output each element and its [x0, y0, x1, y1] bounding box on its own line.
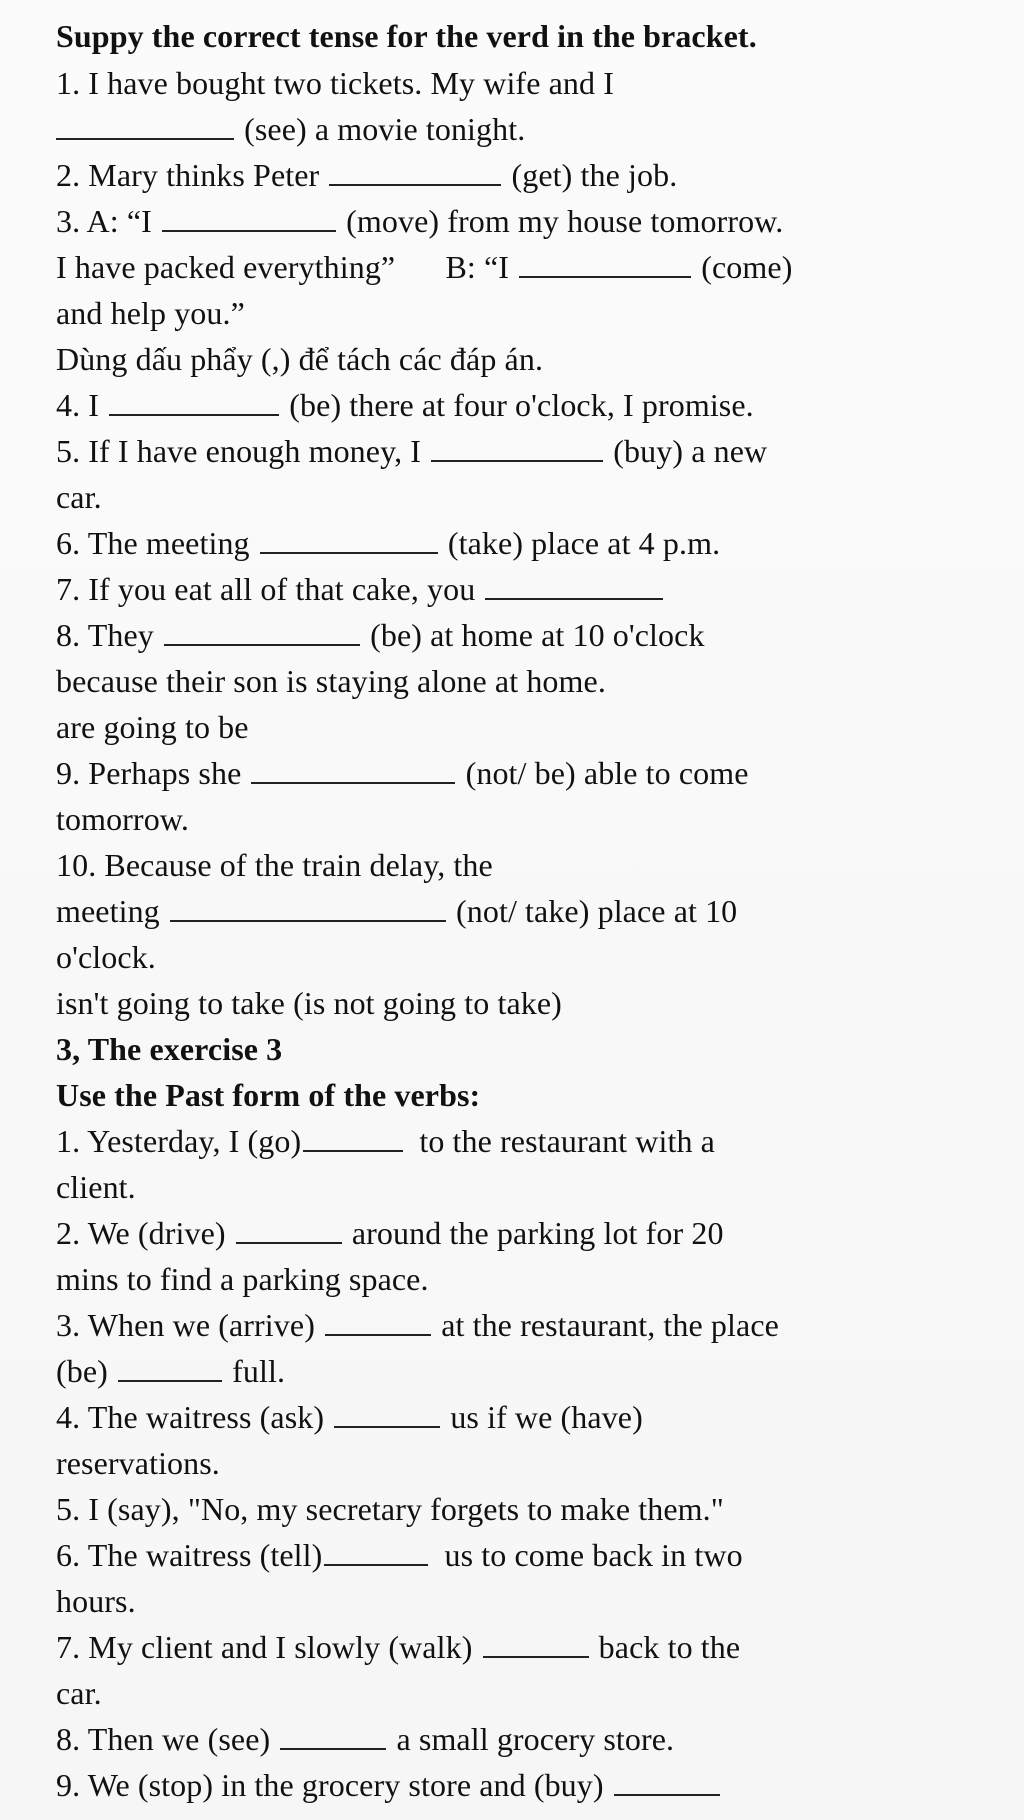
exercise-3-item-7-line-2: car. [56, 1675, 102, 1711]
exercise-3-item-7-line-1: 7. My client and I slowly (walk) back to the [56, 1629, 741, 1665]
answer-blank[interactable] [485, 572, 663, 600]
instruction-text: Dùng dấu phẩy (,) để tách các đáp án. [56, 341, 544, 377]
question-10-line-3: o'clock. [56, 939, 156, 975]
answer-blank[interactable] [164, 618, 360, 646]
question-7: 7. If you eat all of that cake, you [56, 569, 665, 609]
exercise-3-heading: 3, The exercise 3 [56, 1031, 283, 1067]
answer-blank[interactable] [614, 1768, 720, 1796]
answer-blank[interactable] [325, 1308, 431, 1336]
exercise-3-item-1-line-1: 1. Yesterday, I (go) to the restaurant with a [56, 1123, 715, 1159]
exercise-3-item-8: 8. Then we (see) a small grocery store. [56, 1721, 675, 1757]
question-8-line-2: because their son is staying alone at home. [56, 663, 606, 699]
answer-blank[interactable] [170, 894, 446, 922]
answer-blank[interactable] [109, 388, 279, 416]
exercise-3-item-2-line-2: mins to find a parking space. [56, 1261, 429, 1297]
answer-blank[interactable] [303, 1124, 403, 1152]
question-2: 2. Mary thinks Peter (get) the job. [56, 157, 678, 193]
answer-blank[interactable] [236, 1216, 342, 1244]
question-8-answer: are going to be [56, 709, 249, 745]
answer-blank[interactable] [162, 204, 336, 232]
exercise-3-item-2-line-1: 2. We (drive) around the parking lot for 20 [56, 1215, 724, 1251]
exercise-3-item-3-line-1: 3. When we (arrive) at the restaurant, the place [56, 1307, 779, 1343]
question-4: 4. I (be) there at four o'clock, I promise. [56, 387, 754, 423]
question-10-line-1: 10. Because of the train delay, the [56, 847, 493, 883]
answer-blank[interactable] [118, 1354, 222, 1382]
answer-blank[interactable] [519, 250, 691, 278]
answer-blank[interactable] [280, 1722, 386, 1750]
question-5-line-1: 5. If I have enough money, I (buy) a new [56, 433, 768, 469]
exercise-3-item-4-line-1: 4. The waitress (ask) us if we (have) [56, 1399, 643, 1435]
exercise-3-instruction: Use the Past form of the verbs: [56, 1077, 481, 1113]
answer-blank[interactable] [56, 112, 234, 140]
question-1-line-1: 1. I have bought two tickets. My wife and I [56, 65, 614, 101]
answer-blank[interactable] [431, 434, 603, 462]
question-9-line-2: tomorrow. [56, 801, 190, 837]
question-9-line-1: 9. Perhaps she (not/ be) able to come [56, 755, 749, 791]
exercise-3-item-6-line-1: 6. The waitress (tell) us to come back in two [56, 1537, 743, 1573]
question-6: 6. The meeting (take) place at 4 p.m. [56, 525, 721, 561]
answer-blank[interactable] [324, 1538, 428, 1566]
question-1-line-2: (see) a movie tonight. [56, 109, 525, 149]
exercise-3-item-6-line-2: hours. [56, 1583, 136, 1619]
question-10-line-2: meeting (not/ take) place at 10 [56, 893, 738, 929]
worksheet-title: Suppy the correct tense for the verd in the bracket. [56, 18, 757, 54]
question-3-line-3: and help you.” [56, 295, 245, 331]
exercise-3-item-9: 9. We (stop) in the grocery store and (buy) [56, 1765, 722, 1805]
exercise-3-item-5: 5. I (say), "No, my secretary forgets to make them." [56, 1491, 724, 1527]
question-3-line-2: I have packed everything” B: “I (come) [56, 249, 793, 285]
question-10-answer: isn't going to take (is not going to take) [56, 985, 562, 1021]
exercise-3-item-4-line-2: reservations. [56, 1445, 220, 1481]
answer-blank[interactable] [334, 1400, 440, 1428]
exercise-3-item-1-line-2: client. [56, 1169, 136, 1205]
question-5-line-2: car. [56, 479, 102, 515]
answer-blank[interactable] [260, 526, 438, 554]
answer-blank[interactable] [329, 158, 501, 186]
question-3-line-1: 3. A: “I (move) from my house tomorrow. [56, 203, 784, 239]
answer-blank[interactable] [483, 1630, 589, 1658]
question-8-line-1: 8. They (be) at home at 10 o'clock [56, 617, 705, 653]
exercise-3-item-3-line-2: (be) full. [56, 1353, 286, 1389]
answer-blank[interactable] [251, 756, 455, 784]
